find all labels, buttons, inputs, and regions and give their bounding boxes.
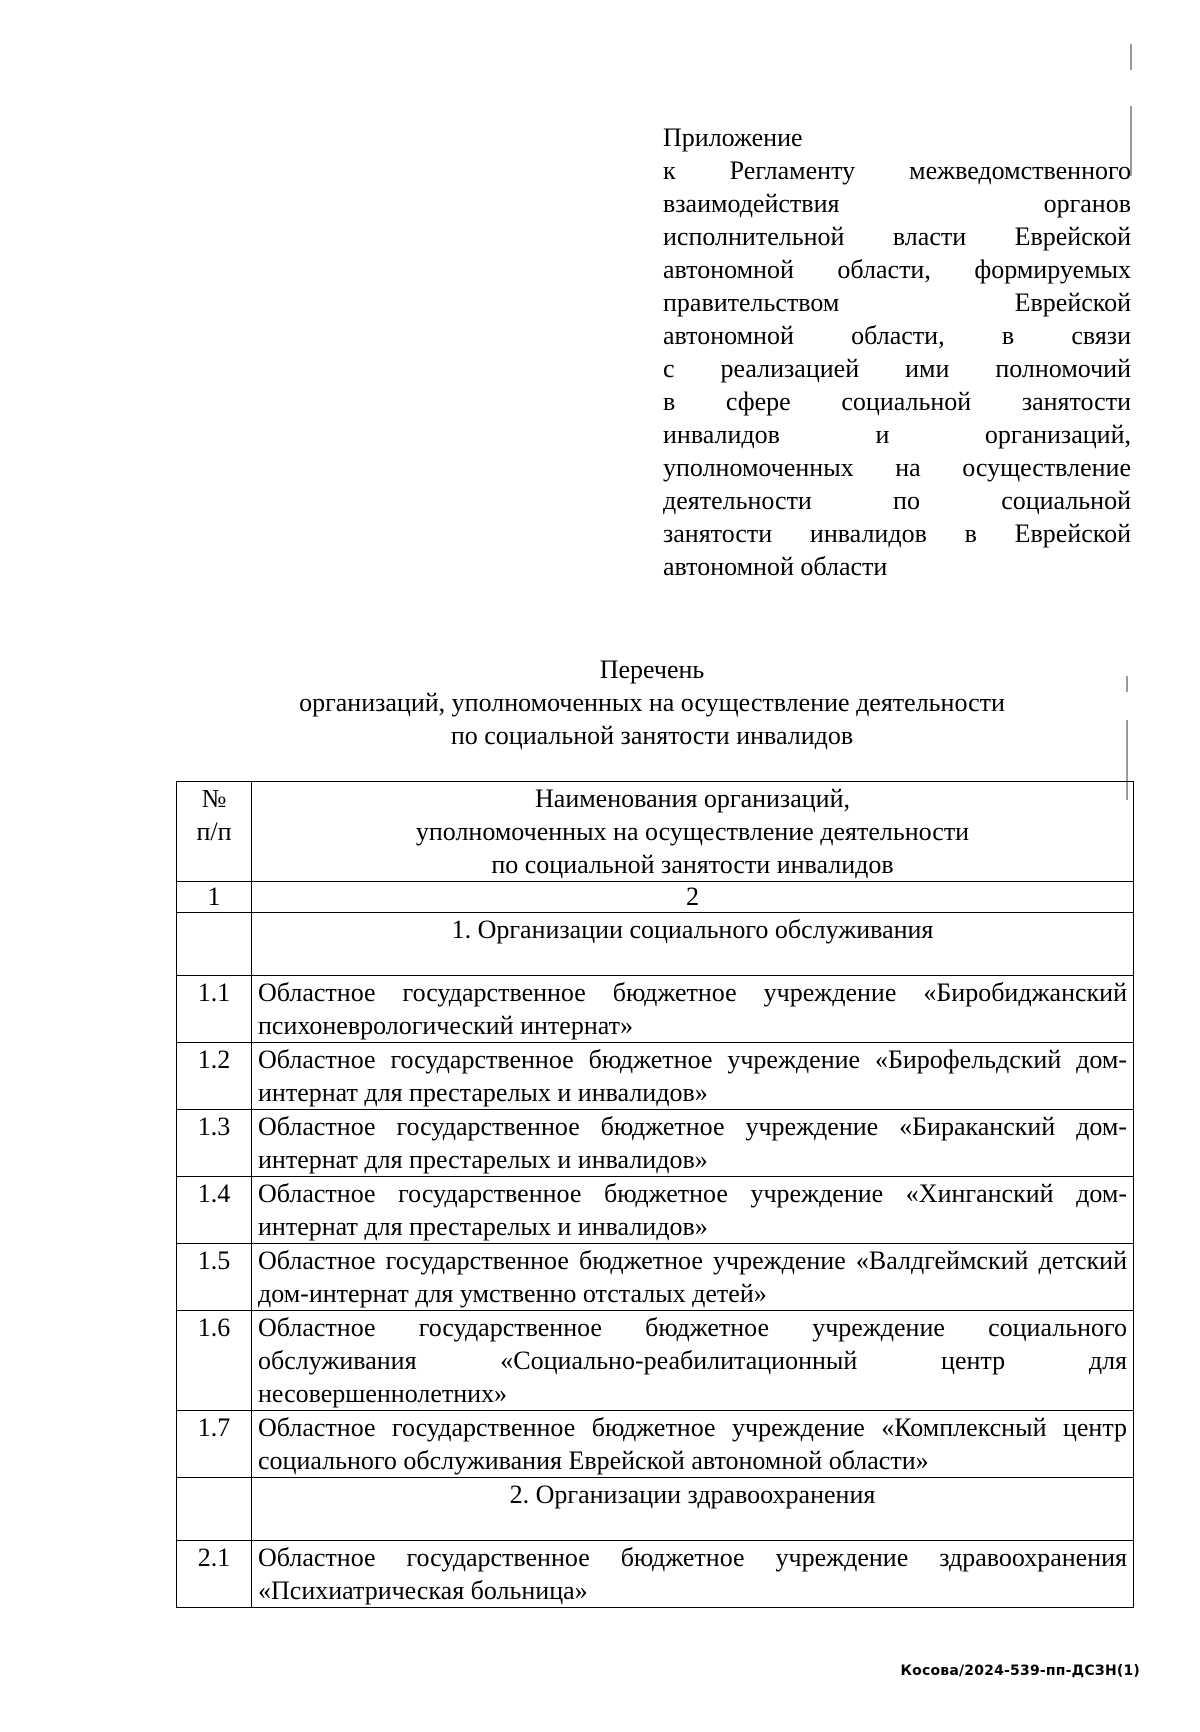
- title-line: Перечень: [599, 655, 705, 684]
- organization-name: Областное государственное бюджетное учреждение «Хинганский дом-интернат для престарелых и инвалидов»: [252, 1177, 1134, 1244]
- row-number: 1.3: [177, 1110, 252, 1177]
- appendix-line: инвалидов и организаций,: [663, 420, 1131, 449]
- organizations-table: [176, 781, 1134, 1608]
- title-line: по социальной занятости инвалидов: [450, 721, 854, 750]
- organization-name: Областное государственное бюджетное учреждение «Бирофельдский дом-интернат для престарелых и инвалидов»: [252, 1043, 1134, 1110]
- scan-artifact: [1130, 44, 1132, 70]
- appendix-line: в сфере социальной занятости: [663, 387, 1131, 416]
- appendix-line: Приложение: [663, 123, 803, 152]
- appendix-line: автономной области: [663, 552, 888, 581]
- organization-name: Областное государственное бюджетное учреждение социального обслуживания «Социально-реабилитационный центр для несовершеннолетних»: [252, 1311, 1134, 1411]
- organization-name: Областное государственное бюджетное учреждение «Комплексный центр социального обслуживания Еврейской автономной области»: [252, 1411, 1134, 1478]
- row-number: 1.5: [177, 1244, 252, 1311]
- appendix-line: к Регламенту межведомственного: [663, 156, 1131, 185]
- table-row: [177, 1541, 1134, 1608]
- organization-name: Областное государственное бюджетное учреждение здравоохранения «Психиатрическая больница»: [252, 1541, 1134, 1608]
- appendix-note: [663, 121, 1131, 583]
- row-number: 1.2: [177, 1043, 252, 1110]
- table-row: [177, 1244, 1134, 1311]
- table-header-row: [177, 782, 1134, 882]
- section-title: 2. Организации здравоохранения: [252, 1478, 1134, 1541]
- header-name-line: по социальной занятости инвалидов: [491, 850, 894, 879]
- header-num-symbol: №: [201, 784, 227, 813]
- header-name-cell: [252, 782, 1134, 882]
- table-row: [177, 1411, 1134, 1478]
- table-row: [177, 1311, 1134, 1411]
- organization-name: Областное государственное бюджетное учреждение «Валдгеймский детский дом-интернат для умственно отсталых детей»: [252, 1244, 1134, 1311]
- appendix-line: деятельности по социальной: [663, 486, 1131, 515]
- appendix-line: автономной области, формируемых: [663, 255, 1131, 284]
- document-code: Косова/2024-539-пп-ДСЗН(1): [900, 1663, 1140, 1679]
- column-number-cell: 1: [177, 882, 252, 913]
- row-number: 1.6: [177, 1311, 252, 1411]
- organization-name: Областное государственное бюджетное учреждение «Бираканский дом-интернат для престарелых и инвалидов»: [252, 1110, 1134, 1177]
- section-row: [177, 913, 1134, 976]
- column-number-cell: 2: [252, 882, 1134, 913]
- section-row: [177, 1478, 1134, 1541]
- row-number: 1.7: [177, 1411, 252, 1478]
- appendix-line: автономной области, в связи: [663, 321, 1131, 350]
- table-row: [177, 976, 1134, 1043]
- appendix-line: правительством Еврейской: [663, 288, 1131, 317]
- table-row: [177, 1110, 1134, 1177]
- row-number: 1.4: [177, 1177, 252, 1244]
- section-num-cell: [177, 1478, 252, 1541]
- title-line: организаций, уполномоченных на осуществление деятельности: [299, 688, 1005, 717]
- appendix-line: исполнительной власти Еврейской: [663, 222, 1131, 251]
- column-number-row: [177, 882, 1134, 913]
- header-name-line: уполномоченных на осуществление деятельности: [415, 817, 970, 846]
- header-num-cell: [177, 782, 252, 882]
- appendix-line: занятости инвалидов в Еврейской: [663, 519, 1131, 548]
- row-number: 2.1: [177, 1541, 252, 1608]
- section-title: 1. Организации социального обслуживания: [252, 913, 1134, 976]
- appendix-line: взаимодействия органов: [663, 189, 1131, 218]
- header-name-line: Наименования организаций,: [535, 784, 850, 813]
- section-num-cell: [177, 913, 252, 976]
- table-row: [177, 1043, 1134, 1110]
- appendix-line: уполномоченных на осуществление: [663, 453, 1131, 482]
- table-row: [177, 1177, 1134, 1244]
- organization-name: Областное государственное бюджетное учреждение «Биробиджанский психоневрологический интернат»: [252, 976, 1134, 1043]
- document-title: [170, 653, 1134, 752]
- row-number: 1.1: [177, 976, 252, 1043]
- header-num-label: п/п: [196, 817, 232, 846]
- appendix-line: с реализацией ими полномочий: [663, 354, 1131, 383]
